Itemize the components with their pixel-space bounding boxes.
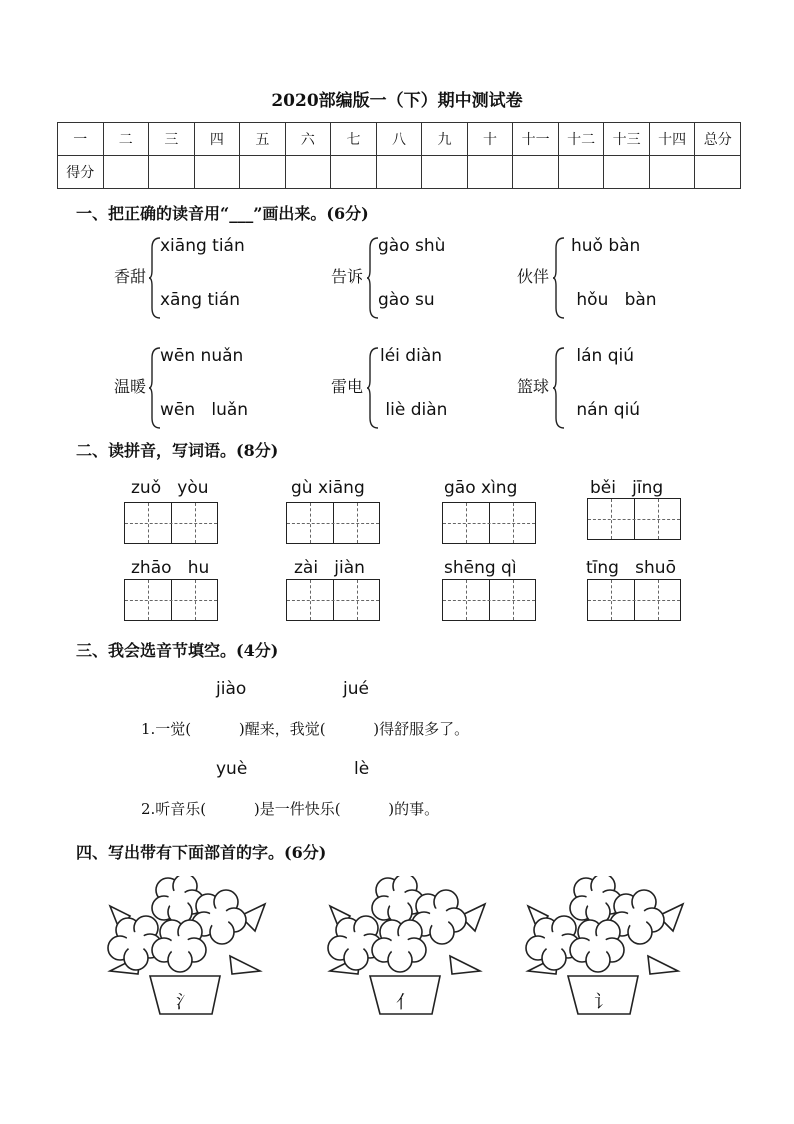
pinyin-option-a[interactable]: huǒ bàn [571, 236, 641, 256]
flower-pot-1[interactable] [100, 876, 275, 1016]
score-header-cell: 十二 [558, 123, 604, 156]
pinyin-choice: lè [354, 759, 370, 779]
pinyin-prompt: tīng shuō [586, 558, 676, 578]
word-lanqiu: 篮球 [517, 377, 550, 396]
pinyin-choice: jiào [216, 679, 247, 699]
radical-label: 讠 [594, 992, 612, 1013]
writing-grid[interactable] [442, 502, 536, 544]
score-header-cell: 七 [331, 123, 377, 156]
pinyin-prompt: gāo xìng [444, 478, 518, 498]
word-huoban: 伙伴 [517, 267, 550, 286]
pinyin-option-b[interactable]: liè diàn [380, 400, 448, 420]
pinyin-option-a[interactable]: gào shù [378, 236, 446, 256]
radical-label: 氵 [176, 992, 194, 1013]
section-1-heading: 一、把正确的读音用“___”画出来。(6分) [76, 204, 369, 223]
fill-sentence-1[interactable]: 1.一觉( )醒来，我觉( )得舒服多了。 [141, 720, 470, 738]
score-cell[interactable] [695, 156, 741, 189]
writing-grid[interactable] [587, 579, 681, 621]
radical-label: 亻 [396, 992, 414, 1013]
score-cell[interactable] [331, 156, 377, 189]
score-cell[interactable] [513, 156, 559, 189]
score-header-cell: 三 [149, 123, 195, 156]
score-value-row [58, 156, 741, 189]
fill-sentence-2[interactable]: 2.听音乐( )是一件快乐( )的事。 [141, 800, 440, 818]
pinyin-option-b[interactable]: gào su [378, 290, 435, 310]
pinyin-option-b[interactable]: wēn luǎn [160, 400, 249, 420]
score-header-cell: 十 [467, 123, 513, 156]
pinyin-prompt: zuǒ yòu [131, 478, 209, 498]
score-cell[interactable] [558, 156, 604, 189]
score-header-cell: 九 [422, 123, 468, 156]
pinyin-option-a[interactable]: wēn nuǎn [160, 346, 244, 366]
writing-grid[interactable] [442, 579, 536, 621]
score-cell[interactable] [194, 156, 240, 189]
score-header-cell: 十三 [604, 123, 650, 156]
writing-grid[interactable] [124, 502, 218, 544]
brace-icon [552, 346, 566, 430]
pinyin-option-a[interactable]: lán qiú [571, 346, 635, 366]
pinyin-choice: jué [343, 679, 369, 699]
score-cell[interactable] [103, 156, 149, 189]
writing-grid[interactable] [124, 579, 218, 621]
pinyin-option-b[interactable]: xāng tián [160, 290, 241, 310]
score-table [57, 122, 741, 189]
score-header-cell: 十一 [513, 123, 559, 156]
pinyin-prompt: shēng qì [444, 558, 517, 578]
pinyin-option-b[interactable]: nán qiú [571, 400, 641, 420]
section-4-heading: 四、写出带有下面部首的字。(6分) [76, 843, 327, 862]
word-wennuan: 温暖 [114, 377, 147, 396]
writing-grid[interactable] [286, 579, 380, 621]
score-cell[interactable] [376, 156, 422, 189]
brace-icon [552, 236, 566, 320]
word-gaosu: 告诉 [331, 267, 364, 286]
score-header-cell: 六 [285, 123, 331, 156]
word-leidian: 雷电 [331, 377, 364, 396]
score-header-cell: 十四 [649, 123, 695, 156]
pinyin-prompt: běi jīng [590, 478, 664, 498]
writing-grid[interactable] [587, 498, 681, 540]
score-cell[interactable] [467, 156, 513, 189]
page-title: 2020部编版一（下）期中测试卷 [271, 91, 523, 111]
word-xiangtian: 香甜 [114, 267, 147, 286]
score-cell[interactable] [604, 156, 650, 189]
pinyin-option-a[interactable]: xiāng tián [160, 236, 245, 256]
score-cell[interactable] [649, 156, 695, 189]
score-row-label: 得分 [58, 156, 104, 189]
flower-pot-3[interactable] [518, 876, 693, 1016]
score-header-row [58, 123, 741, 156]
pinyin-prompt: zài jiàn [294, 558, 365, 578]
score-header-cell: 五 [240, 123, 286, 156]
pinyin-prompt: zhāo hu [131, 558, 210, 578]
score-cell[interactable] [422, 156, 468, 189]
brace-icon [366, 346, 380, 430]
flower-pot-2[interactable] [320, 876, 495, 1016]
score-header-cell: 二 [103, 123, 149, 156]
pinyin-option-b[interactable]: hǒu bàn [571, 290, 657, 310]
section-3-heading: 三、我会选音节填空。(4分) [76, 641, 279, 660]
writing-grid[interactable] [286, 502, 380, 544]
section-2-heading: 二、读拼音，写词语。(8分) [76, 441, 279, 460]
pinyin-option-a[interactable]: léi diàn [380, 346, 443, 366]
score-header-cell: 一 [58, 123, 104, 156]
score-header-cell: 总分 [695, 123, 741, 156]
score-cell[interactable] [149, 156, 195, 189]
score-cell[interactable] [285, 156, 331, 189]
pinyin-prompt: gù xiāng [291, 478, 365, 498]
score-header-cell: 八 [376, 123, 422, 156]
score-cell[interactable] [240, 156, 286, 189]
pinyin-choice: yuè [216, 759, 248, 779]
score-header-cell: 四 [194, 123, 240, 156]
